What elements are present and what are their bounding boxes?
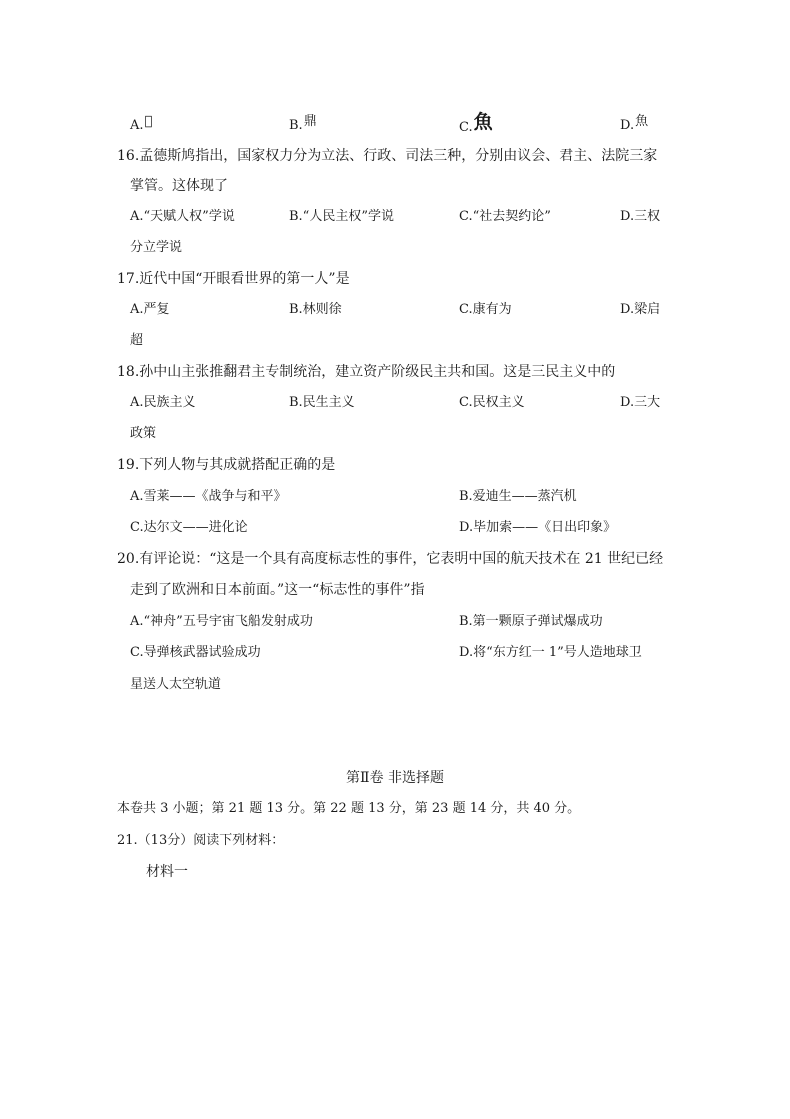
q20-option-d: D.将“东方红一 1”号人造地球卫 [459, 645, 642, 660]
q16-option-c: C.“社去契约论” [459, 209, 551, 224]
q17-option-d: D.梁启 [620, 302, 661, 317]
q19-option-b: B.爱迪生——蒸汽机 [459, 489, 577, 504]
q18-option-a: A.民族主义 [130, 395, 196, 410]
oracle-fish-glyph-icon: 𤓰 [144, 114, 153, 129]
part2-title: 第Ⅱ卷 非选择题 [346, 770, 444, 786]
q20-option-d-wrap: 星送人太空轨道 [130, 677, 222, 692]
q16-stem-line1: 16.孟德斯鸠指出，国家权力分为立法、行政、司法三种，分别由议会、君主、法院三家 [117, 148, 658, 164]
q15-option-d-label: D. [620, 118, 635, 133]
q21-stem: 21.（13分）阅读下列材料： [117, 833, 285, 848]
q20-option-c: C.导弹核武器试验成功 [130, 645, 261, 660]
q20-stem-line1: 20.有评论说：“这是一个具有高度标志性的事件，它表明中国的航天技术在 21 世纪已经 [117, 551, 664, 567]
q16-option-a: A.“天赋人权”学说 [130, 209, 235, 224]
q19-stem: 19.下列人物与其成就搭配正确的是 [117, 457, 336, 473]
q15-option-b-label: B. [289, 118, 303, 133]
q15-option-d [620, 112, 648, 136]
q18-option-d: D.三大 [620, 395, 661, 410]
q20-option-a: A.“神舟”五号宇宙飞船发射成功 [130, 614, 313, 629]
part2-intro: 本卷共 3 小题；第 21 题 13 分。第 22 题 13 分，第 23 题 14 分，共 40 分。 [117, 801, 581, 816]
q15-option-a-label: A. [130, 118, 144, 133]
q16-option-b: B.“人民主权”学说 [289, 209, 394, 224]
q15-option-c-label: C. [459, 120, 473, 135]
q18-option-d-wrap: 政策 [130, 426, 157, 441]
q20-stem-line2: 走到了欧洲和日本前面。”这一“标志性的事件”指 [130, 582, 425, 598]
q19-option-d: D.毕加索——《日出印象》 [459, 520, 617, 535]
q17-option-a: A.严复 [130, 302, 170, 317]
q16-option-d: D.三权 [620, 209, 661, 224]
q19-option-a: A.雪莱——《战争与和平》 [130, 489, 287, 504]
q17-option-c: C.康有为 [459, 302, 512, 317]
q15-option-a [130, 112, 152, 136]
q15-option-b [289, 112, 317, 136]
q15-option-c [459, 112, 493, 138]
regular-fish-glyph-icon: 魚 [473, 111, 493, 133]
q17-stem: 17.近代中国“开眼看世界的第一人”是 [117, 271, 350, 287]
q21-material1-label: 材料一 [146, 864, 188, 880]
cursive-fish-glyph-icon: 魚 [635, 114, 649, 129]
q16-option-d-wrap: 分立学说 [130, 240, 183, 255]
bronze-fish-glyph-icon: 鼎 [303, 114, 317, 129]
q18-stem: 18.孙中山主张推翻君主专制统治，建立资产阶级民主共和国。这是三民主义中的 [117, 364, 616, 380]
q19-option-c: C.达尔文——进化论 [130, 520, 248, 535]
q18-option-c: C.民权主义 [459, 395, 525, 410]
q17-option-b: B.林则徐 [289, 302, 342, 317]
q16-stem-line2: 掌管。这体现了 [130, 178, 228, 194]
q18-option-b: B.民生主义 [289, 395, 355, 410]
q17-option-d-wrap: 超 [130, 333, 144, 348]
q20-option-b: B.第一颗原子弹试爆成功 [459, 614, 603, 629]
